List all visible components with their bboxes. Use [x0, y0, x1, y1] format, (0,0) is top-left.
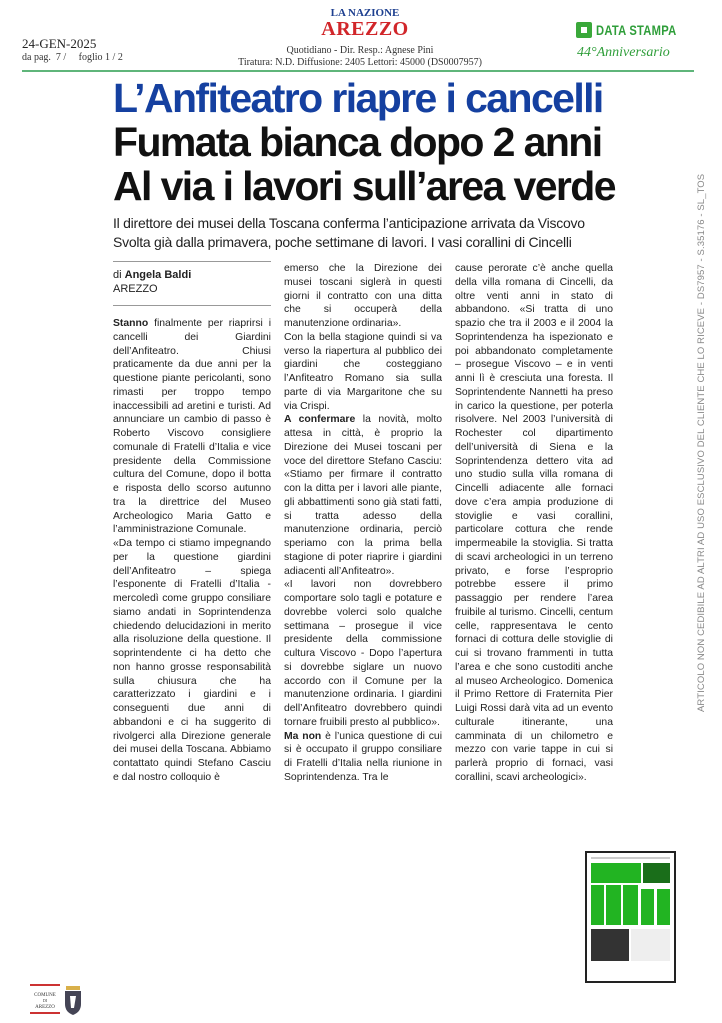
svg-text:DI: DI	[42, 998, 48, 1003]
page-info: da pag. 7 / foglio 1 / 2	[22, 52, 123, 63]
paragraph	[284, 730, 442, 785]
byline-prefix: di	[113, 269, 125, 281]
subtitle-line-2: Svolta già dalla primavera, poche settimane di lavori. I vasi corallini di Cincelli	[113, 234, 572, 250]
lead-word: Stanno	[113, 318, 149, 329]
masthead-big: AREZZO	[321, 18, 409, 40]
subtitle-line-1: Il direttore dei musei della Toscana conferma l’anticipazione arrivata da Viscovo	[113, 215, 585, 231]
meta-line-2: Tiratura: N.D. Diffusione: 2405 Lettori: 45000 (DS0007957)	[238, 57, 482, 68]
headline-2: Fumata bianca dopo 2 anni	[113, 119, 602, 165]
coat-of-arms-icon	[30, 982, 86, 1016]
svg-text:AREZZO: AREZZO	[35, 1005, 55, 1010]
byline	[113, 268, 191, 296]
headline-1: L’Anfiteatro riapre i cancelli	[113, 75, 603, 121]
article-column-2	[284, 262, 442, 785]
subtitle	[113, 214, 633, 252]
lead-word: A confermare	[284, 414, 356, 426]
paragraph: Con la bella stagione quindi si va verso la riapertura al pubblico dei giardini che costeggiano l’Anfiteatro Romano sia sulla parte di via Margaritone che su via Crispi.	[284, 331, 442, 412]
paragraph-text: è l’unica questione di cui si è occupato il gruppo consiliare di Fratelli d’Italia nella riunione in Soprintendenza. Tra le	[284, 730, 442, 783]
brand-name: DATA STAMPA	[596, 22, 677, 38]
headline-3: Al via i lavori sull’area verde	[113, 163, 615, 209]
data-stamp-square-icon	[576, 22, 592, 38]
paragraph: «I lavori non dovrebbero comportare solo tagli e potature e dovrebbe volerci solo qualche settimana – prosegue il vice presidente della commissione cultura Viscovo - Dopo l’apertura si dovrebbe siglare un nuovo accordo con il Comune per la manutenzione ordinaria. I giardini dell’Anfiteatro dovrebbero quindi tornare fruibili presto al pubblico».	[284, 579, 442, 728]
article-column-3	[455, 262, 613, 785]
byline-divider-top	[113, 261, 271, 262]
masthead	[290, 8, 440, 39]
paragraph-text: la novità, molto attesa in città, è proprio la Direzione dei Musei toscani per voce del direttore Stefano Casciu: «Stiamo per firmare il contratto con la ditta per i lavori alle piante, gli abbattimenti sono già stati fatti, si tratta adesso della manutenzione ordinaria, perciò speriamo con la prima bella stagione di poter riaprire i giardini adiacenti all’Anfiteatro».	[284, 414, 442, 577]
article-column-1	[113, 317, 271, 785]
paragraph: «Da tempo ci stiamo impegnando per la questione giardini dell’Anfiteatro – spiega l’esponente di Fratelli d’Italia - mercoledì come gruppo consiliare siamo andati in Soprintendenza chiedendo delucidazioni in merito alla risoluzione della questione. Il soprintendente ci ha detto che non hanno grosse responsabilità sulla chiusura che ha caratterizzato i giardini e i conseguenti due anni di abbandoni e ci ha suggerito di rivolgerci alla Direzione generale dei musei della Toscana. Abbiamo contattato quindi Stefano Casciu e dal nostro colloquio è	[113, 538, 271, 783]
author: Angela Baldi	[124, 269, 192, 281]
paragraph	[284, 413, 442, 578]
paragraph	[113, 317, 271, 537]
svg-text:COMUNE: COMUNE	[34, 993, 56, 998]
meta-line-1: Quotidiano - Dir. Resp.: Agnese Pini	[286, 45, 434, 56]
byline-divider-bottom	[113, 305, 271, 306]
publication-date: 24-GEN-2025	[22, 36, 97, 51]
paragraph: cause perorate c’è anche quella della villa romana di Cincelli, da oltre venti anni in stato di abbandono. «Si tratta di uno spazio che tra il 2003 e il 2004 la Soprintendenza ha ispezionato e poi abbandonato completamente – prosegue Viscovo – e in venti anni lì è cresciuta una foresta. Il Soprintendente Nannetti ha preso in carico la questione, per poterla risolvere. Nel 2003 l’università di Rochester col dipartimento dell’università di Siena e la Soprintendenza dettero vita ad uno studio sulla villa romana di Cincelli adiacente alle fornaci dove c’era ampia produzione di stoviglie e vasi corallini, particolare cottura che rende impermeabile la stoviglia. Si tratta di scavi archeologici in un terreno privato, e forse l’esproprio potrebbe essere il primo passaggio per rendere l’area fruibile al turismo. Cincelli, centum celle, rappresentava le cento fornaci di cottura delle stoviglie di cui si trovano frammenti in tutta l’area e che sono custoditi anche al museo Archeologico. Domenica il Primo Rettore di Fraternita Pier Luigi Rossi darà vita ad un evento culturale itinerante, una camminata di un chilometro e mezzo con varie tappe in cui si parlerà proprio di fornaci, vasi corallini, scavi archeologici».	[455, 263, 613, 783]
anniversary-label: 44°Anniversario	[577, 45, 670, 60]
lead-word: Ma non	[284, 730, 322, 742]
paragraph: emerso che la Direzione dei musei toscani siglerà in questi giorni il contratto con una ditta che si occuperà della manutenzione ordinaria».	[284, 263, 442, 329]
masthead-small: LA NAZIONE	[330, 7, 400, 19]
page-thumbnail[interactable]	[585, 851, 676, 983]
header-divider	[22, 70, 694, 72]
publication-meta	[200, 45, 520, 69]
data-stamp-logo	[576, 22, 697, 38]
location: AREZZO	[113, 283, 158, 295]
comune-di-arezzo-logo	[30, 982, 86, 1016]
paragraph-text: finalmente per riaprirsi i cancelli dei Giardini dell’Anfiteatro. Chiusi praticamente da due anni per la questione piante pericolanti, sono rimasti per troppo tempo inaccessibili ad aretini e turisti. Ad annunciare un cambio di passo è Roberto Viscovo consigliere comunale di Fratelli d’Italia e vice presidente della Commissione cultura del Comune, dopo il botta e risposta dello scorso autunno tra la direttrice del Museo Archeologico Maria Gatto e l’amministrazione Comunale.	[113, 318, 271, 536]
copyright-notice: ARTICOLO NON CEDIBILE AD ALTRI AD USO ESCLUSIVO DEL CLIENTE CHE LO RICEVE - DS7957 - S.35176 - SL_TOS	[696, 173, 707, 712]
